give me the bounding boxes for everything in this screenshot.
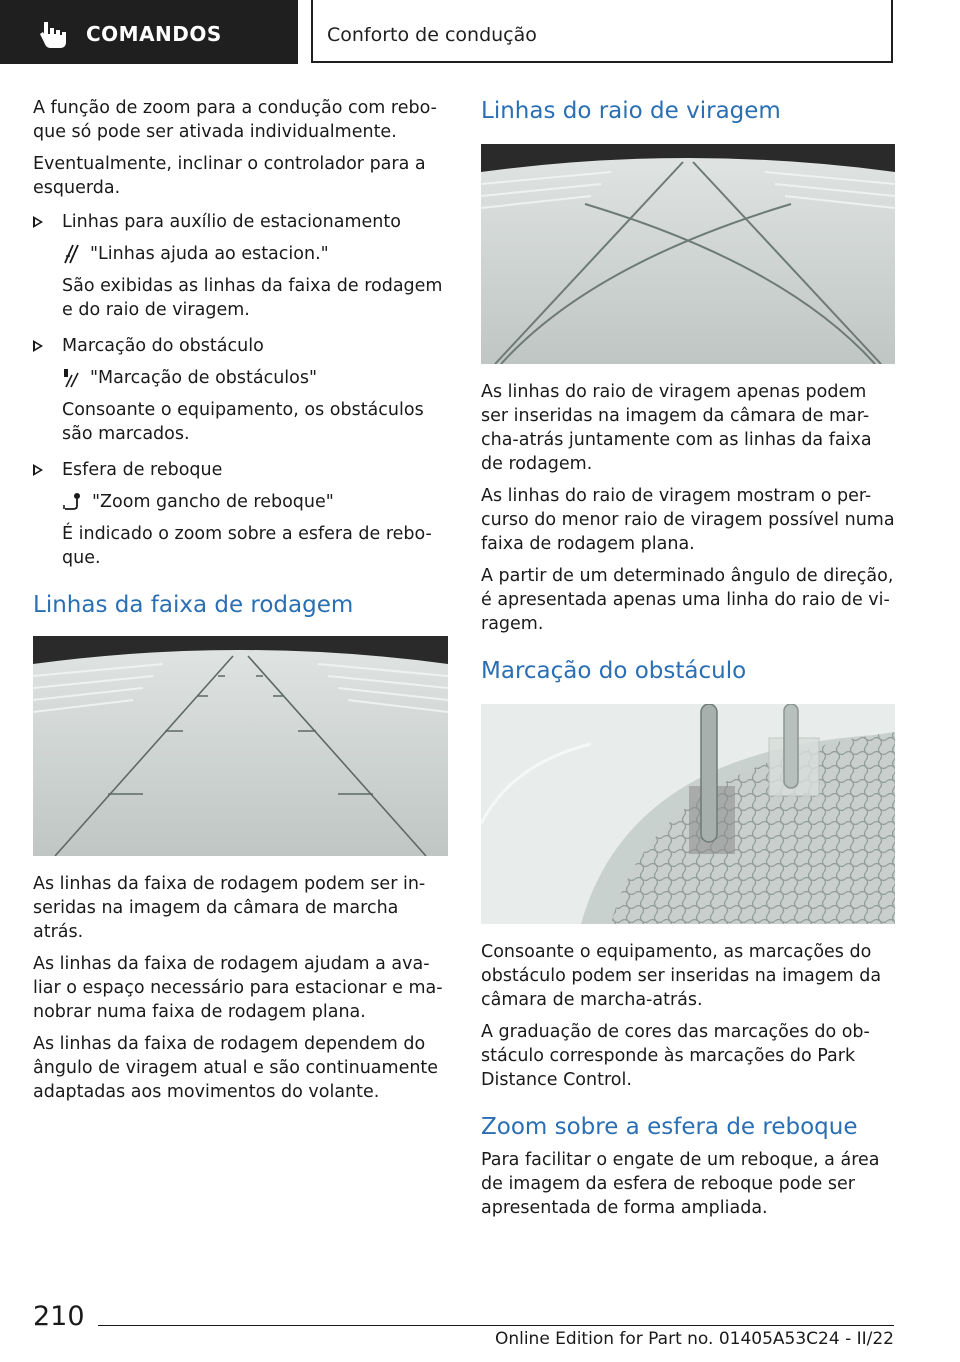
- bullet-text: É indicado o zoom sobre a esfera de rebo-que.: [62, 524, 432, 568]
- triangle-bullet-icon: [33, 340, 43, 352]
- icon-label: "Marcação de obstáculos": [90, 368, 318, 388]
- paragraph: Consoante o equipamento, as marcações do obstáculo podem ser inseridas na imagem da câmara de marcha-atrás.: [481, 942, 882, 1010]
- bullet-parking-lines: [33, 210, 449, 322]
- tow-hook-icon: [62, 492, 82, 512]
- section-tab: [0, 0, 298, 64]
- bullet-title: Marcação do obstáculo: [62, 336, 264, 356]
- paragraph: As linhas da faixa de rodagem dependem do ângulo de viragem atual e são continuamente adaptadas aos movimentos do volante.: [33, 1034, 439, 1102]
- bullet-title: Linhas para auxílio de estacionamento: [62, 212, 401, 232]
- paragraph: Para facilitar o engate de um reboque, a área de imagem da esfera de reboque pode ser apresentada de forma ampliada.: [481, 1150, 880, 1218]
- triangle-bullet-icon: [33, 464, 43, 476]
- bullet-text: São exibidas as linhas da faixa de rodagem e do raio de viragem.: [62, 276, 443, 320]
- bullet-obstacle: [33, 334, 449, 446]
- section-heading: Linhas do raio de viragem: [481, 98, 781, 124]
- section-heading: Linhas da faixa de rodagem: [33, 592, 354, 618]
- chapter-title: Conforto de condução: [327, 24, 537, 46]
- bullet-title: Esfera de reboque: [62, 460, 223, 480]
- left-column: [33, 96, 449, 1112]
- paragraph: As linhas da faixa de rodagem ajudam a ava-liar o espaço necessário para estacionar e ma-nobrar numa faixa de rodagem plana.: [33, 954, 443, 1022]
- hand-pointer-icon: [40, 20, 68, 50]
- paragraph: Eventualmente, inclinar o controlador para a esquerda.: [33, 154, 426, 198]
- bullet-text: Consoante o equipamento, os obstáculos são marcados.: [62, 400, 424, 444]
- section-heading: Marcação do obstáculo: [481, 658, 747, 684]
- turning-radius-image: [481, 144, 895, 364]
- triangle-bullet-icon: [33, 216, 43, 228]
- right-column: [481, 96, 895, 1228]
- edition-note: Online Edition for Part no. 01405A53C24 - II/22: [494, 1329, 894, 1349]
- footer-divider: [98, 1325, 894, 1326]
- paragraph: A partir de um determinado ângulo de direção, é apresentada apenas uma linha do raio de vi-ragem.: [481, 566, 894, 634]
- paragraph: A função de zoom para a condução com rebo-que só pode ser ativada individualmente.: [33, 98, 437, 142]
- icon-label: "Zoom gancho de reboque": [92, 492, 334, 512]
- page-number: 210: [33, 1301, 85, 1332]
- paragraph: As linhas do raio de viragem mostram o per-curso do menor raio de viragem possível numa faixa de rodagem plana.: [481, 486, 895, 554]
- lane-lines-image: [33, 636, 448, 856]
- icon-label: "Linhas ajuda ao estacion.": [90, 244, 329, 264]
- section-title: COMANDOS: [86, 22, 222, 46]
- chapter-header: [311, 0, 893, 63]
- obstacle-marking-icon: [62, 368, 80, 388]
- section-heading: Zoom sobre a esfera de reboque: [481, 1114, 858, 1140]
- paragraph: As linhas do raio de viragem apenas podem ser inseridas na imagem da câmara de mar-cha-atrás juntamente com as linhas da faixa de rodagem.: [481, 382, 872, 474]
- obstacle-marking-image: [481, 704, 895, 924]
- paragraph: As linhas da faixa de rodagem podem ser in-seridas na imagem da câmara de marcha atrás.: [33, 874, 426, 942]
- bullet-tow-hook: [33, 458, 449, 570]
- parking-lines-icon: [62, 244, 80, 264]
- paragraph: A graduação de cores das marcações do ob-stáculo corresponde às marcações do Park Distance Control.: [481, 1022, 870, 1090]
